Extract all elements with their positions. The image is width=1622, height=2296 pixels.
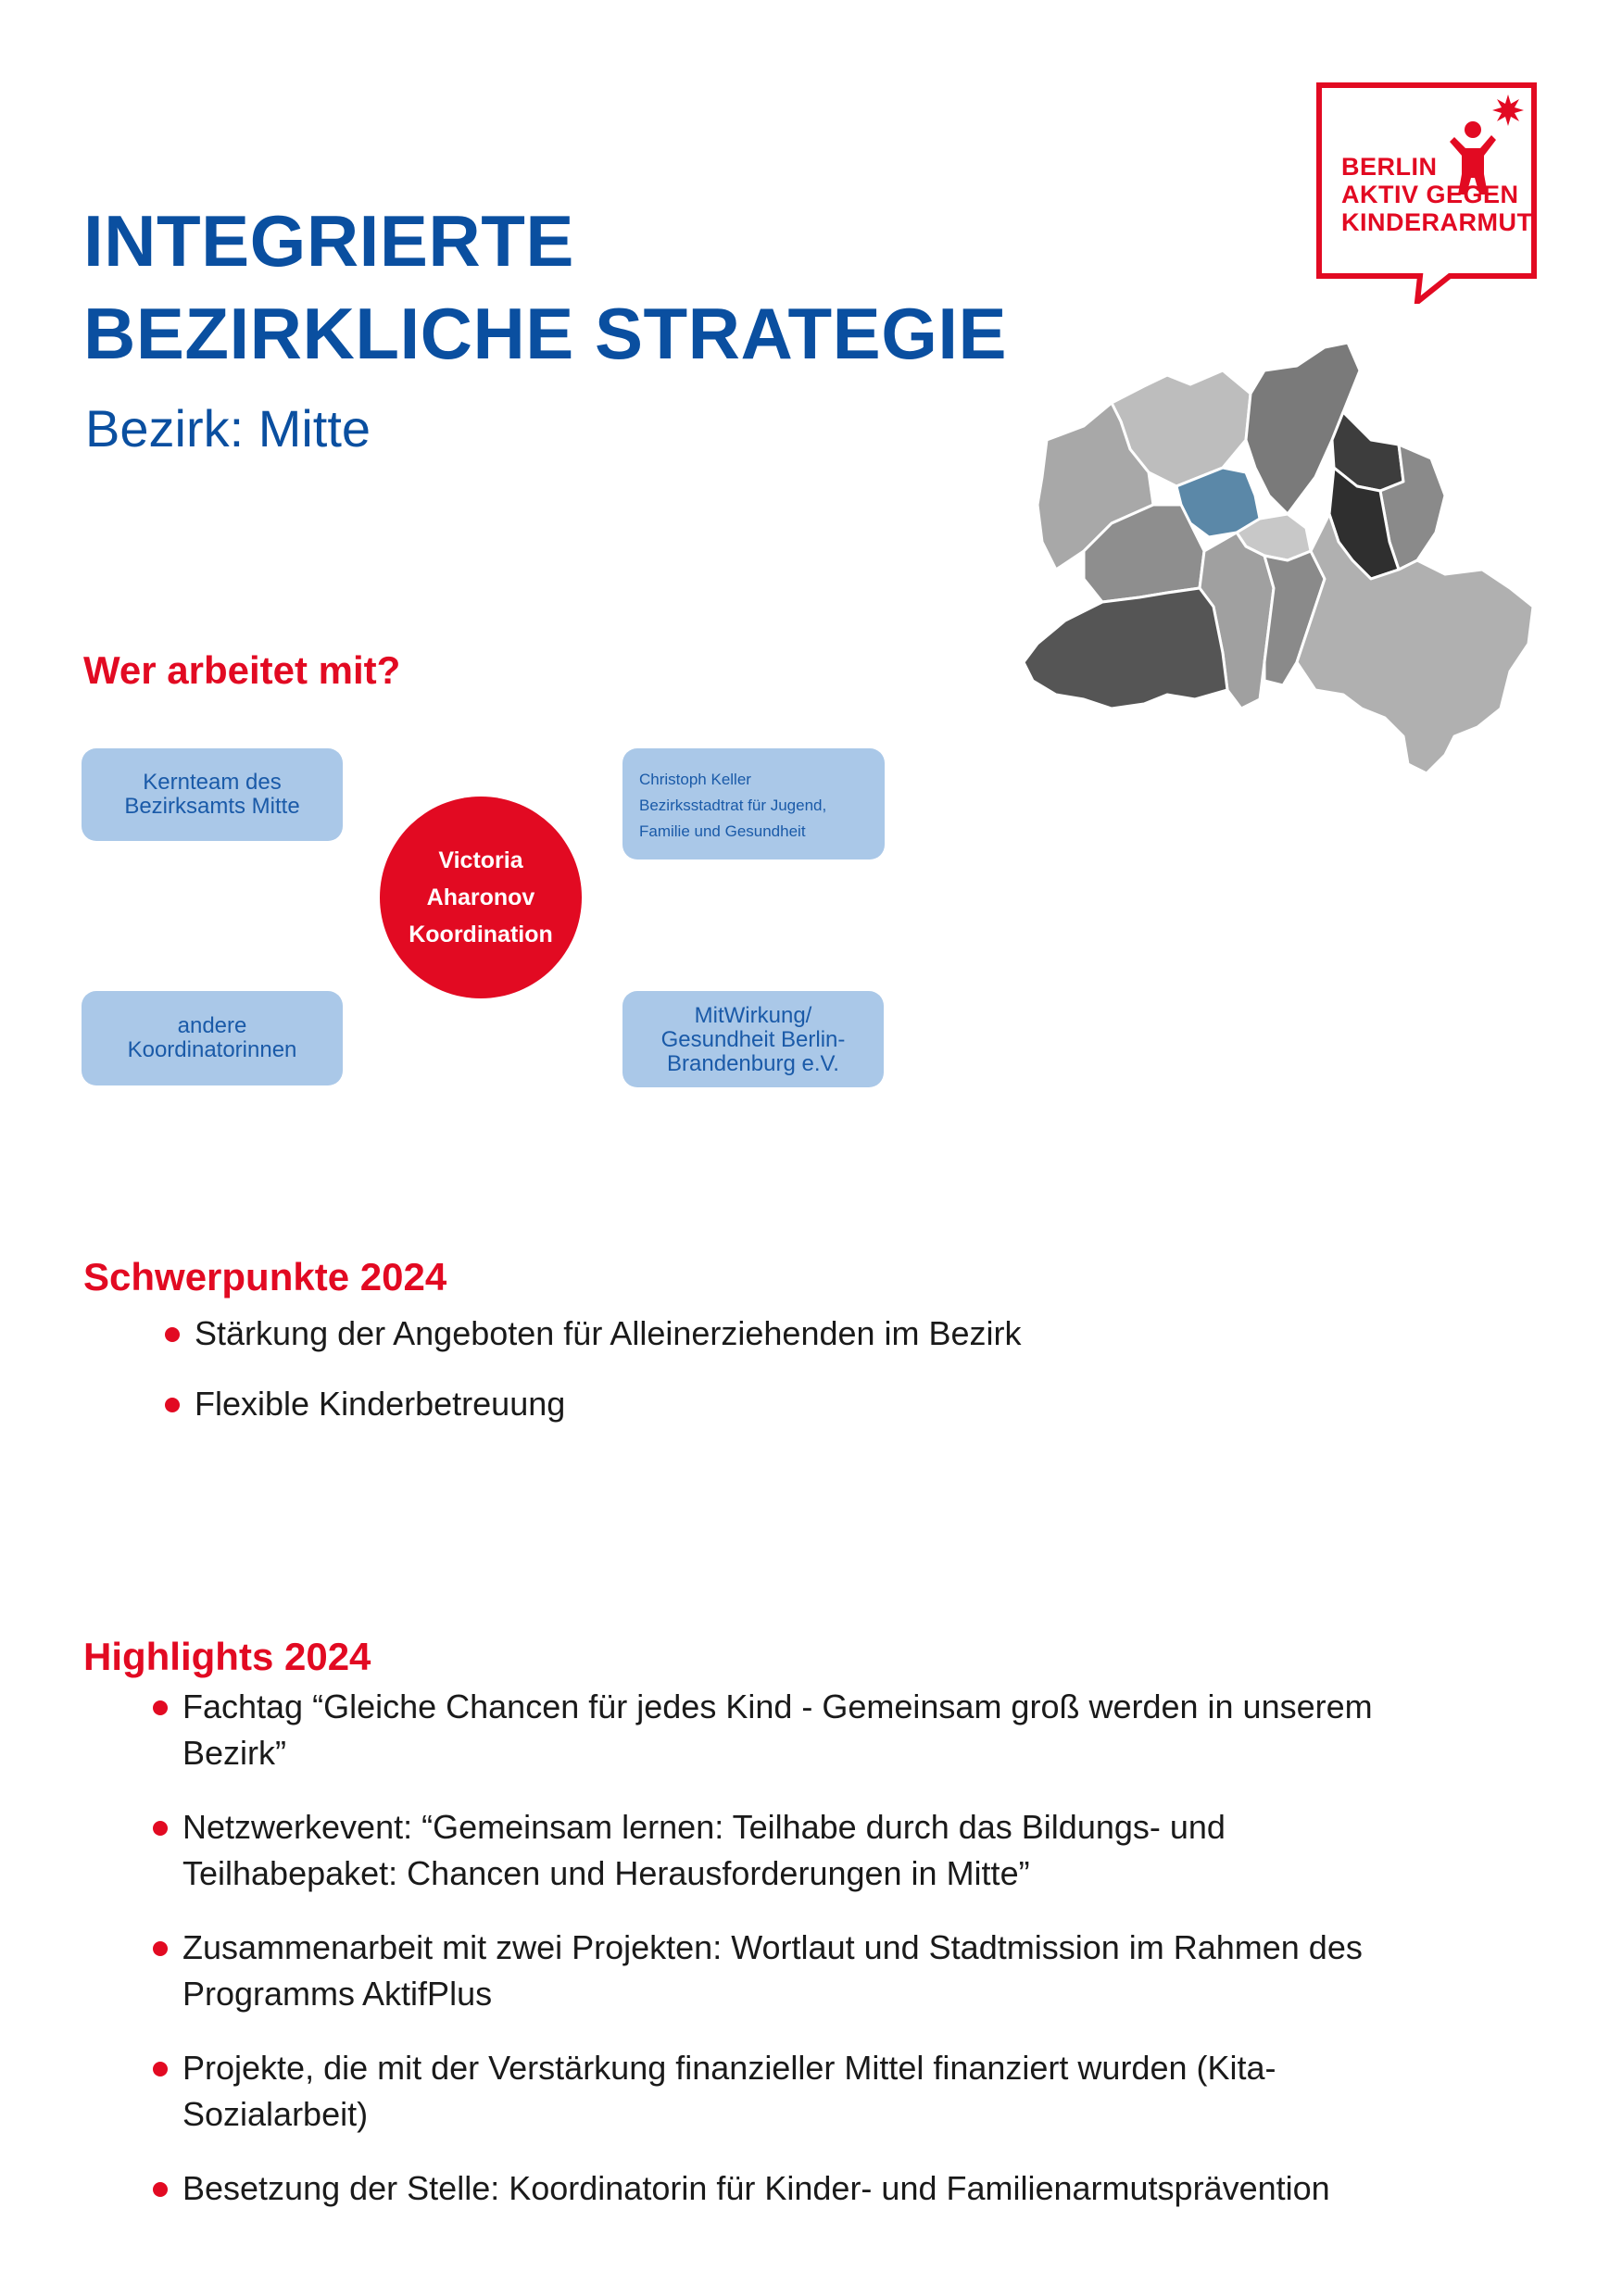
mitwirkung-line-3: Brandenburg e.V. [667, 1051, 839, 1076]
bullet-dot [153, 1941, 168, 1956]
coordinator-last-name: Aharonov [426, 885, 535, 910]
mitwirkung-line-2: Gesundheit Berlin- [660, 1027, 846, 1052]
highlight-line: Besetzung der Stelle: Koordinatorin für Kinder- und Familienarmutsprävention [182, 2169, 1330, 2207]
highlight-line: Programms AktifPlus [182, 1975, 493, 2013]
list-item [153, 1804, 1524, 1897]
box-stadtrat [622, 748, 885, 859]
district-zehlendorf [1024, 588, 1227, 709]
page-title [83, 194, 1007, 380]
highlight-line: Netzwerkevent: “Gemeinsam lernen: Teilhabe durch das Bildungs- und [182, 1808, 1226, 1846]
highlight-line: Fachtag “Gleiche Chancen für jedes Kind - Gemeinsam groß werden in unserem [182, 1687, 1373, 1725]
andere-line-2: Koordinatorinnen [127, 1037, 297, 1062]
kernteam-line-2: Bezirksamts Mitte [124, 794, 300, 819]
schwerpunkte-heading: Schwerpunkte 2024 [83, 1255, 447, 1299]
highlight-line: Bezirk” [182, 1734, 287, 1772]
highlights-list [153, 1684, 1524, 2240]
box-mitwirkung [622, 991, 884, 1087]
page-subtitle: Bezirk: Mitte [85, 399, 371, 458]
box-kernteam [82, 748, 343, 841]
kernteam-line-1: Kernteam des [143, 770, 282, 795]
coordinator-circle [380, 797, 582, 998]
title-line-1: INTEGRIERTE [83, 200, 574, 282]
bullet-dot [165, 1398, 180, 1412]
bullet-dot [153, 1700, 168, 1715]
andere-line-1: andere [177, 1013, 247, 1038]
box-andere [82, 991, 343, 1085]
bullet-dot [153, 2182, 168, 2197]
bullet-dot [153, 1821, 168, 1836]
schwerpunkte-list [165, 1311, 1184, 1451]
highlight-line: Projekte, die mit der Verstärkung finanzieller Mittel finanziert wurden (Kita- [182, 2049, 1276, 2087]
schwerpunkt-text: Flexible Kinderbetreuung [195, 1385, 566, 1423]
logo-line-2: AKTIV GEGEN [1341, 181, 1519, 208]
mitwirkung-line-1: MitWirkung/ [694, 1003, 812, 1028]
highlights-heading: Highlights 2024 [83, 1635, 371, 1678]
highlight-line: Teilhabepaket: Chancen und Herausforderungen in Mitte” [182, 1854, 1030, 1892]
logo-text [1341, 153, 1532, 236]
coordinator-role: Koordination [409, 922, 553, 947]
list-item [153, 2045, 1524, 2138]
list-item [153, 2165, 1524, 2212]
stadtrat-line-1: Christoph Keller [639, 771, 751, 788]
logo-line-1: BERLIN [1341, 153, 1438, 181]
title-line-2: BEZIRKLICHE STRATEGIE [83, 293, 1008, 374]
berlin-districts-map [1010, 329, 1565, 792]
stadtrat-line-3: Familie und Gesundheit [639, 822, 806, 840]
team-heading: Wer arbeitet mit? [83, 648, 401, 692]
bullet-dot [153, 2062, 168, 2076]
highlight-line: Zusammenarbeit mit zwei Projekten: Wortlaut und Stadtmission im Rahmen des [182, 1928, 1363, 1966]
stadtrat-line-2: Bezirksstadtrat für Jugend, [639, 797, 827, 814]
logo-line-3: KINDERARMUT [1341, 208, 1533, 236]
list-item [153, 1925, 1524, 2017]
coordinator-first-name: Victoria [438, 847, 523, 873]
list-item [165, 1381, 1184, 1427]
list-item [165, 1311, 1184, 1357]
highlight-line: Sozialarbeit) [182, 2095, 369, 2133]
schwerpunkt-text: Stärkung der Angeboten für Alleinerziehenden im Bezirk [195, 1314, 1022, 1352]
list-item [153, 1684, 1524, 1776]
bullet-dot [165, 1327, 180, 1342]
